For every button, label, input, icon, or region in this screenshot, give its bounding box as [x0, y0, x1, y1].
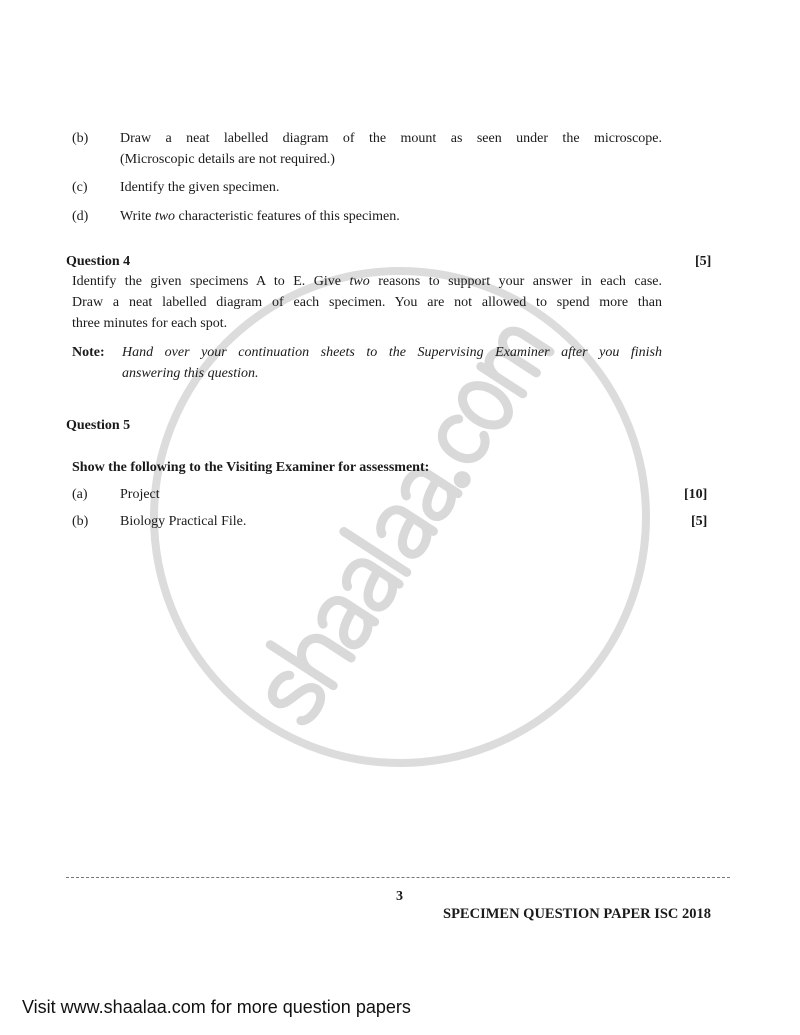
question-4-marks: [5] [695, 254, 712, 269]
q3-b-line1: Draw a neat labelled diagram of the mount as seen under the microscope. [120, 131, 662, 146]
question-5-title: Question 5 [66, 418, 131, 433]
visit-link-text: Visit www.shaalaa.com for more question papers [22, 997, 411, 1017]
q5-b-text: Biology Practical File. [120, 514, 247, 529]
page-number: 3 [396, 889, 403, 904]
q3-b-label: (b) [72, 131, 89, 146]
q3-d-text: Write two characteristic features of this specimen. [120, 209, 400, 224]
note-line1: Hand over your continuation sheets to the Supervising Examiner after you finish [122, 345, 662, 360]
paper-title: SPECIMEN QUESTION PAPER ISC 2018 [443, 906, 712, 922]
q4-line1: Identify the given specimens A to E. Give two reasons to support your answer in each case. [72, 274, 663, 289]
footer-divider [66, 877, 730, 878]
watermark-lettering [245, 311, 550, 725]
note-label: Note: [72, 345, 105, 360]
note-line2: answering this question. [122, 366, 259, 381]
q3-c-text: Identify the given specimen. [120, 180, 280, 195]
q4-line3: three minutes for each spot. [72, 316, 228, 331]
q5-a-marks: [10] [684, 487, 708, 502]
q5-b-label: (b) [72, 514, 89, 529]
q5-a-text: Project [120, 487, 160, 502]
q3-b-line2: (Microscopic details are not required.) [120, 152, 335, 167]
q5-instruction: Show the following to the Visiting Examiner for assessment: [72, 460, 430, 475]
q5-a-label: (a) [72, 487, 88, 502]
q3-d-label: (d) [72, 209, 89, 224]
q4-line2: Draw a neat labelled diagram of each specimen. You are not allowed to spend more than [72, 295, 662, 310]
q5-b-marks: [5] [691, 514, 708, 529]
question-4-title: Question 4 [66, 254, 131, 269]
q3-c-label: (c) [72, 180, 88, 195]
